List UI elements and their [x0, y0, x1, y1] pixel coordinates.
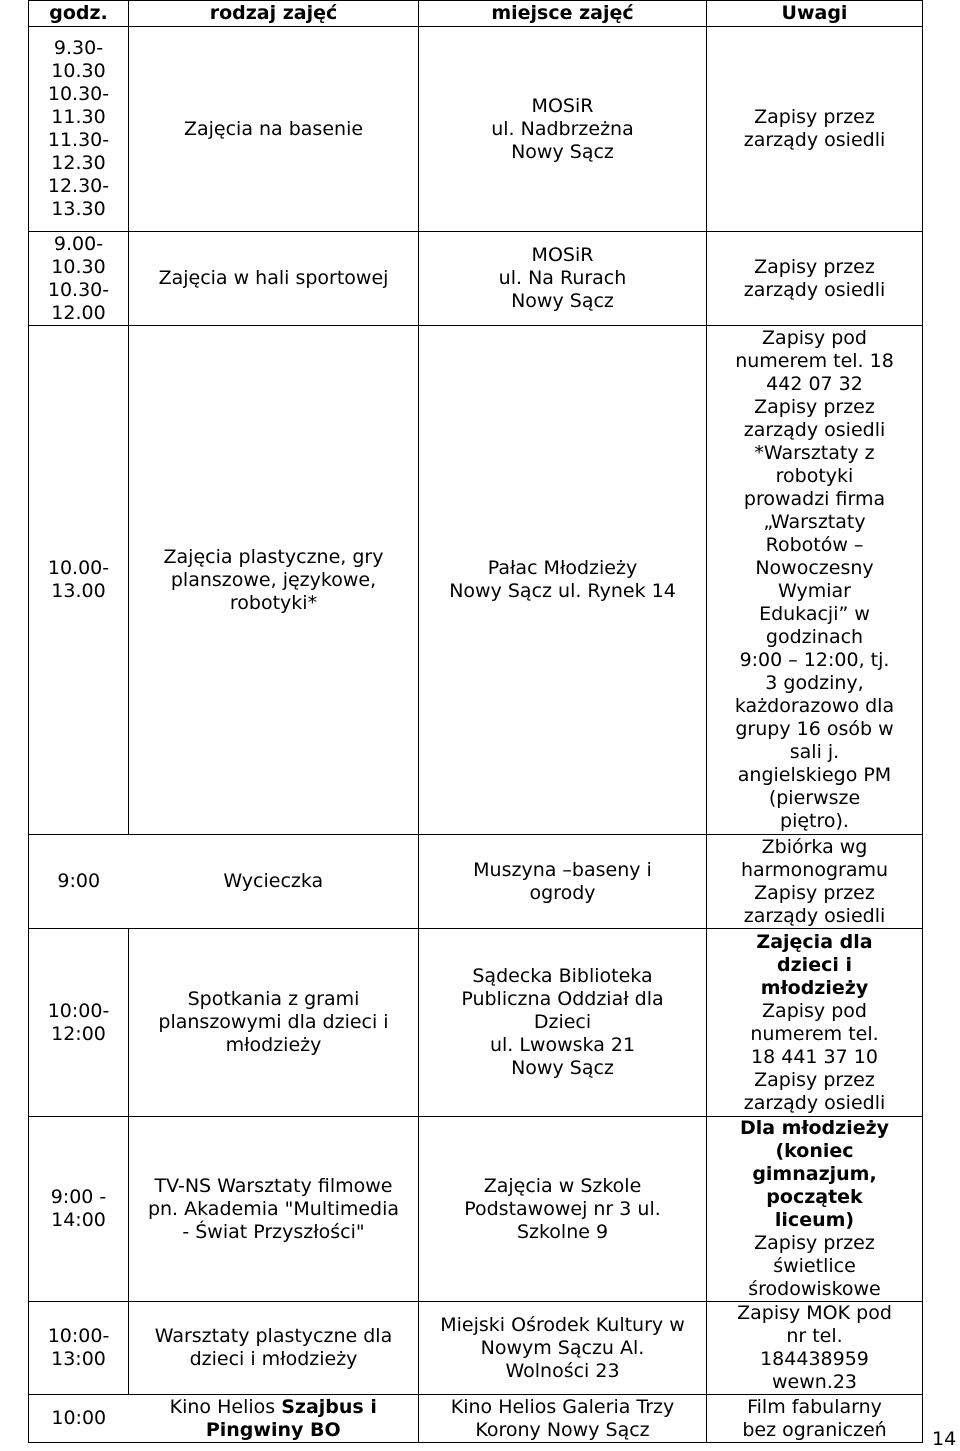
location-line: ul. Nadbrzeżna	[491, 117, 634, 140]
location-line: Nowy Sącz	[511, 1057, 614, 1079]
notes-cell	[707, 835, 923, 929]
location-cell	[419, 929, 707, 1117]
time-line: 14:00	[51, 1209, 106, 1231]
page-number: 14	[932, 1428, 957, 1450]
time-line: 11.30	[51, 106, 106, 128]
activity-line: Wycieczka	[223, 870, 324, 892]
notes-line: Robotów –	[765, 534, 864, 556]
activity-line: pn. Akademia "Multimedia	[147, 1197, 400, 1220]
notes-line: nr tel.	[786, 1325, 843, 1347]
location-line: Zajęcia w Szkole	[483, 1174, 642, 1197]
header-uwagi: Uwagi	[707, 1, 923, 27]
notes-line: Zapisy przez	[754, 396, 875, 418]
notes-line: Zapisy przez	[754, 106, 875, 128]
location-line: MOSiR	[531, 244, 594, 266]
time-line: 11.30-	[47, 129, 110, 151]
location-line: Nowym Sączu Al.	[480, 1336, 645, 1359]
activity-cell	[129, 1302, 419, 1395]
activity-text: Kino Helios	[169, 1395, 282, 1418]
time-line: 10:00	[51, 1407, 107, 1429]
notes-line: Zapisy przez	[754, 881, 875, 904]
notes-line: Zapisy przez	[754, 1232, 875, 1254]
header-miejsce: miejsce zajęć	[419, 1, 707, 27]
table-row	[29, 27, 923, 232]
notes-line: godzinach	[765, 626, 864, 648]
table-row	[29, 326, 923, 835]
time-cell	[29, 1395, 129, 1443]
notes-line: (koniec	[775, 1140, 854, 1162]
time-cell	[29, 929, 129, 1117]
notes-line: dzieci i	[777, 953, 852, 976]
time-line: 10.30	[51, 255, 106, 278]
notes-line: Edukacji” w	[759, 603, 870, 625]
notes-line: 442 07 32	[766, 373, 863, 395]
time-line: 12.00	[51, 301, 106, 324]
location-line: Dzieci	[533, 1011, 592, 1033]
notes-line: Zbiórka wg	[761, 835, 868, 858]
time-line: 10.30	[51, 60, 106, 82]
activity-cell	[129, 326, 419, 835]
notes-line: prowadzi firma	[743, 488, 886, 510]
notes-cell	[707, 1395, 923, 1443]
notes-line: Zapisy przez	[754, 1068, 875, 1091]
notes-line: zarządy osiedli	[743, 278, 886, 301]
activity-cell	[129, 1117, 419, 1302]
notes-line: świetlice	[773, 1255, 856, 1277]
notes-cell	[707, 1117, 923, 1302]
time-line: 10:00-	[47, 999, 110, 1022]
location-line: Korony Nowy Sącz	[475, 1418, 650, 1441]
table-row	[29, 232, 923, 326]
time-cell	[29, 326, 129, 835]
location-line: Kino Helios Galeria Trzy	[450, 1395, 675, 1418]
activity-cell	[129, 27, 419, 232]
activity-line: planszowymi dla dzieci i	[158, 1011, 389, 1033]
notes-line: bez ograniczeń	[742, 1418, 887, 1441]
time-cell	[29, 27, 129, 232]
location-cell	[419, 1395, 707, 1443]
notes-cell	[707, 1302, 923, 1395]
notes-line: wewn.23	[771, 1371, 858, 1393]
activity-line: Zajęcia plastyczne, gry	[163, 545, 384, 568]
time-cell	[29, 1302, 129, 1395]
notes-line: środowiskowe	[748, 1278, 881, 1300]
notes-line: Nowoczesny	[755, 557, 874, 579]
notes-line: każdorazowo dla	[734, 695, 895, 717]
notes-line: angielskiego PM	[737, 764, 892, 786]
location-cell	[419, 1117, 707, 1302]
header-row	[29, 1, 923, 27]
notes-line: Zapisy pod	[762, 327, 867, 349]
time-line: 10.30-	[47, 278, 110, 301]
notes-line: harmonogramu	[740, 858, 889, 881]
time-line: 12.30	[51, 152, 106, 174]
notes-line: Film fabularny	[747, 1395, 882, 1418]
activity-line: młodzieży	[225, 1034, 322, 1056]
notes-line: piętro).	[780, 810, 849, 832]
activity-text: Szajbus i	[281, 1395, 377, 1418]
activity-cell	[129, 232, 419, 326]
time-line: 10:00-	[47, 1325, 110, 1347]
time-cell	[29, 835, 129, 929]
location-cell	[419, 232, 707, 326]
notes-line: Zapisy MOK pod	[737, 1302, 892, 1324]
activity-line: TV-NS Warsztaty filmowe	[154, 1174, 393, 1197]
location-line: ul. Na Rurach	[498, 267, 627, 289]
time-line: 9:00	[57, 870, 101, 892]
location-line: Sądecka Biblioteka	[472, 965, 653, 987]
time-line: 10.30-	[47, 83, 110, 105]
time-cell	[29, 232, 129, 326]
schedule-table	[28, 0, 923, 1443]
time-line: 13.30	[51, 198, 106, 220]
time-line: 12.30-	[47, 175, 110, 197]
activity-line: Zajęcia na basenie	[183, 117, 364, 140]
notes-cell	[707, 929, 923, 1117]
activity-cell	[129, 1395, 419, 1443]
notes-line: robotyki	[775, 465, 854, 487]
activity-line: planszowe, językowe,	[170, 568, 377, 591]
notes-line: numerem tel. 18	[735, 350, 894, 372]
time-line: 9.30-	[53, 37, 104, 59]
notes-line: Dla młodzieży	[739, 1117, 890, 1139]
table-row	[29, 1302, 923, 1395]
location-cell	[419, 27, 707, 232]
location-line: Publiczna Oddział dla	[461, 988, 664, 1010]
location-line: Miejski Ośrodek Kultury w	[440, 1313, 685, 1336]
activity-cell	[129, 835, 419, 929]
notes-line: Wymiar	[778, 580, 851, 602]
location-line: MOSiR	[531, 94, 594, 117]
location-line: Nowy Sącz ul. Rynek 14	[449, 580, 676, 602]
location-line: ogrody	[529, 881, 596, 904]
notes-line: numerem tel.	[750, 1022, 879, 1045]
table-row	[29, 1117, 923, 1302]
notes-line: sali j.	[789, 741, 840, 763]
notes-line: 9:00 – 12:00, tj.	[739, 649, 890, 671]
notes-line: 18 441 37 10	[751, 1045, 878, 1068]
header-godz: godz.	[29, 1, 129, 27]
header-rodzaj: rodzaj zajęć	[129, 1, 419, 27]
notes-line: początek	[766, 1186, 863, 1208]
activity-line: Spotkania z grami	[187, 988, 360, 1010]
location-line: Podstawowej nr 3 ul.	[464, 1197, 661, 1220]
time-line: 13:00	[51, 1348, 106, 1370]
activity-line	[131, 1396, 417, 1419]
activity-line: Zajęcia w hali sportowej	[158, 267, 389, 289]
notes-line: młodzieży	[760, 976, 869, 999]
notes-line: „Warsztaty	[763, 511, 866, 533]
location-cell	[419, 835, 707, 929]
activity-line: - Świat Przyszłości"	[182, 1220, 365, 1243]
notes-line: 184438959	[760, 1348, 869, 1370]
time-line: 12:00	[51, 1022, 106, 1045]
table-row	[29, 1395, 923, 1443]
location-line: Muszyna –baseny i	[473, 858, 652, 881]
notes-line: *Warsztaty z	[754, 442, 875, 464]
notes-line: liceum)	[774, 1209, 855, 1231]
activity-line: dzieci i młodzieży	[189, 1348, 358, 1370]
notes-line: zarządy osiedli	[743, 1091, 886, 1114]
notes-line: zarządy osiedli	[743, 129, 886, 151]
location-line: Wolności 23	[505, 1359, 620, 1382]
notes-line: (pierwsze	[768, 787, 861, 809]
notes-line: grupy 16 osób w	[735, 718, 894, 740]
location-line: Szkolne 9	[516, 1220, 609, 1243]
location-line: Pałac Młodzieży	[487, 557, 638, 579]
notes-cell	[707, 232, 923, 326]
notes-line: zarządy osiedli	[743, 419, 886, 441]
notes-line: Zajęcia dla	[756, 930, 873, 953]
activity-text: Pingwiny BO	[205, 1418, 341, 1441]
time-line: 13.00	[51, 580, 106, 602]
table-row	[29, 835, 923, 929]
table-row	[29, 929, 923, 1117]
time-cell	[29, 1117, 129, 1302]
notes-line: 3 godziny,	[765, 672, 864, 694]
location-line: Nowy Sącz	[511, 140, 614, 163]
time-line: 9.00-	[53, 232, 104, 255]
location-line: Nowy Sącz	[511, 290, 614, 312]
notes-line: gimnazjum,	[752, 1163, 877, 1185]
activity-line: Warsztaty plastyczne dla	[154, 1325, 393, 1347]
location-cell	[419, 1302, 707, 1395]
activity-line	[131, 1419, 417, 1442]
activity-line: robotyki*	[229, 591, 318, 614]
notes-cell	[707, 326, 923, 835]
notes-line: zarządy osiedli	[743, 904, 886, 927]
notes-line: Zapisy przez	[754, 255, 875, 278]
location-line: ul. Lwowska 21	[489, 1034, 636, 1056]
time-line: 10.00-	[47, 557, 110, 579]
activity-cell	[129, 929, 419, 1117]
location-cell	[419, 326, 707, 835]
notes-line: Zapisy pod	[762, 999, 867, 1022]
notes-cell	[707, 27, 923, 232]
time-line: 9:00 -	[50, 1186, 107, 1208]
